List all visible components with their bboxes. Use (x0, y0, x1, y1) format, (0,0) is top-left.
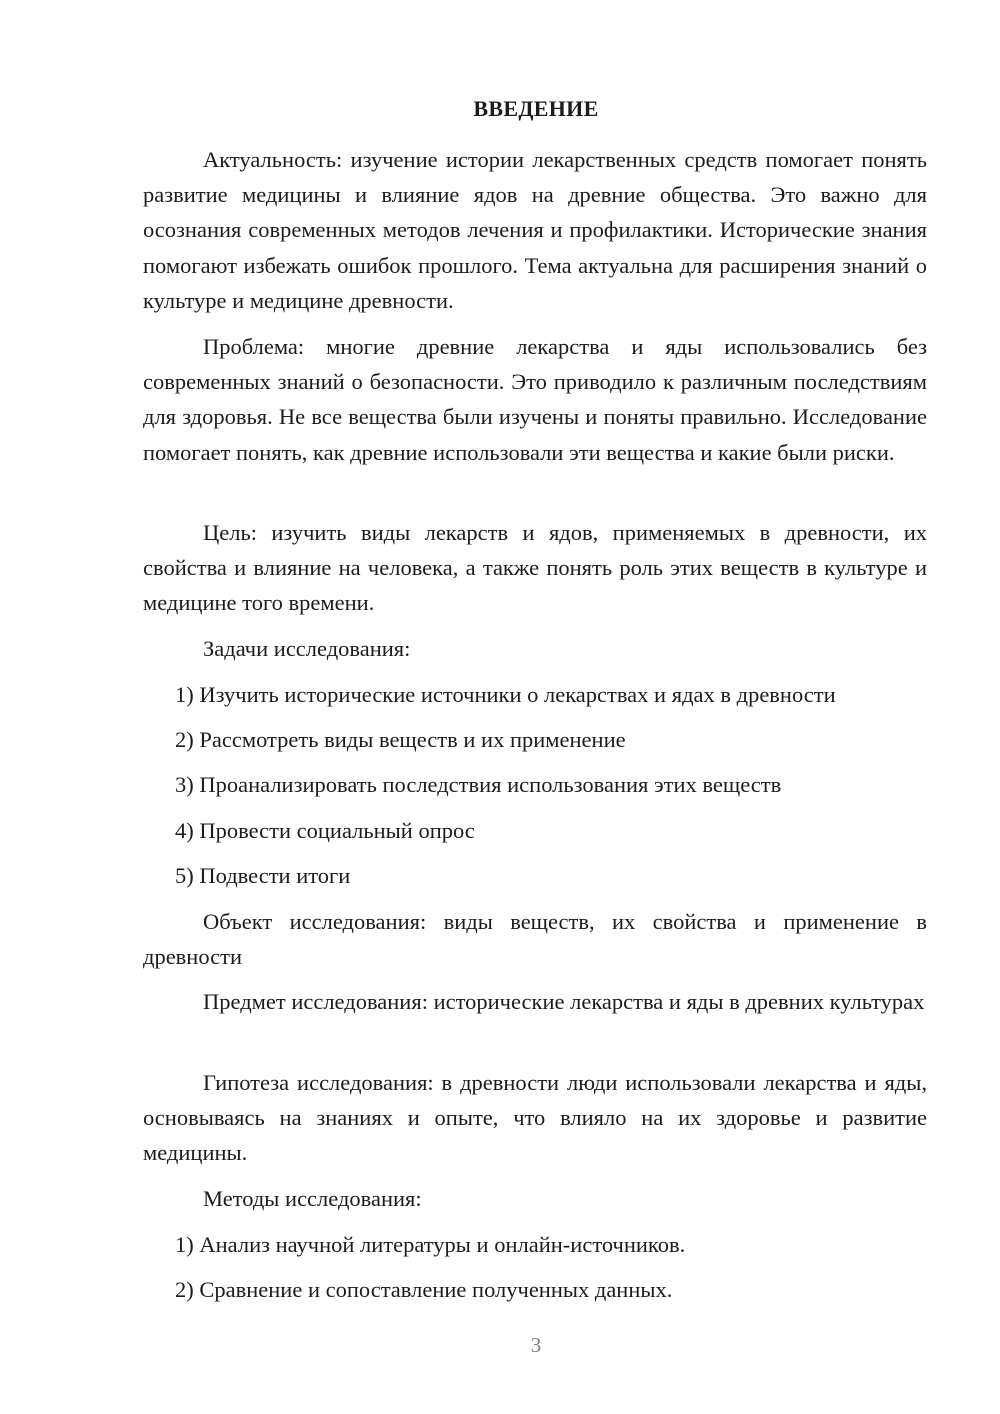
method-item-2: 2) Сравнение и сопоставление полученных данных. (175, 1277, 673, 1302)
methods-heading: Методы исследования: (203, 1186, 422, 1211)
hypothesis-paragraph: Гипотеза исследования: в древности люди использовали лекарства и яды, основываясь на знаниях и опыте, что влияло на их здоровье и развитие медицины. (143, 1070, 927, 1166)
page-title: ВВЕДЕНИЕ (473, 96, 599, 121)
method-item-1: 1) Анализ научной литературы и онлайн-источников. (175, 1232, 686, 1257)
task-item-5: 5) Подвести итоги (175, 863, 351, 888)
problem-paragraph: Проблема: многие древние лекарства и яды использовались без современных знаний о безопасности. Это приводило к различным последствиям для здоровья. Не все вещества были изучены и поняты правильно. Исследование помогает понять, как древние использовали эти вещества и какие были риски. (143, 334, 927, 465)
tasks-heading: Задачи исследования: (203, 636, 411, 661)
subject-paragraph: Предмет исследования: исторические лекарства и яды в древних культурах (203, 989, 925, 1014)
object-paragraph: Объект исследования: виды веществ, их свойства и применение в древности (143, 909, 927, 970)
goal-paragraph: Цель: изучить виды лекарств и ядов, применяемых в древности, их свойства и влияние на человека, а также понять роль этих веществ в культуре и медицине того времени. (143, 520, 927, 616)
page-number: 3 (530, 1333, 542, 1357)
task-item-3: 3) Проанализировать последствия использования этих веществ (175, 772, 782, 797)
task-item-2: 2) Рассмотреть виды веществ и их применение (175, 727, 626, 752)
task-item-4: 4) Провести социальный опрос (175, 818, 475, 843)
task-item-1: 1) Изучить исторические источники о лекарствах и ядах в древности (175, 682, 836, 707)
relevance-paragraph: Актуальность: изучение истории лекарственных средств помогает понять развитие медицины и влияние ядов на древние общества. Это важно для осознания современных методов лечения и профилактики. Исторические знания помогают избежать ошибок прошлого. Тема актуальна для расширения знаний о культуре и медицине древности. (143, 147, 927, 313)
